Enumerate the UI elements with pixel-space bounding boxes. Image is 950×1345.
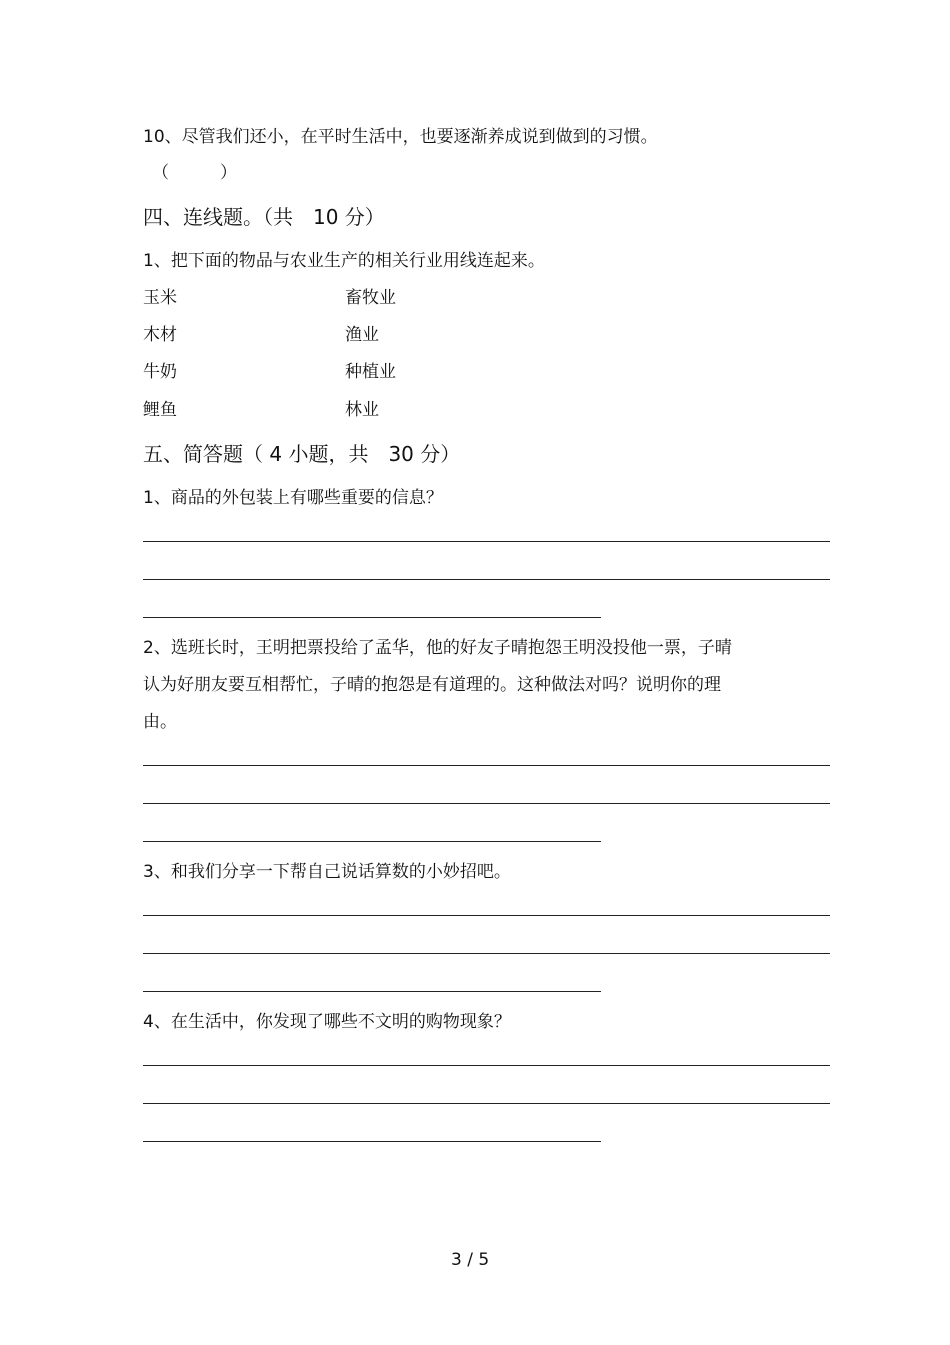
answer-line	[143, 1065, 830, 1066]
match-left-item: 鲤鱼	[143, 400, 177, 420]
answer-line	[143, 841, 601, 842]
answer-line	[143, 1141, 601, 1142]
answer-line	[143, 991, 601, 992]
match-right-item: 种植业	[345, 362, 396, 382]
match-right-item: 畜牧业	[345, 288, 396, 308]
match-right-item: 林业	[345, 400, 379, 420]
answer-line	[143, 915, 830, 916]
section-4-question-1: 1、把下面的物品与农业生产的相关行业用线连起来。	[143, 251, 545, 271]
answer-blank-parentheses: （ ）	[152, 163, 237, 183]
match-right-item: 渔业	[345, 325, 379, 345]
answer-line	[143, 765, 830, 766]
answer-line	[143, 803, 830, 804]
match-left-item: 牛奶	[143, 362, 177, 382]
section-5-title: 五、简答题（ 4 小题，共 30 分）	[143, 442, 461, 466]
section-5-question-2-line-2: 认为好朋友要互相帮忙，子晴的抱怨是有道理的。这种做法对吗？说明你的理	[143, 675, 721, 695]
match-left-item: 木材	[143, 325, 177, 345]
section-4-title: 四、连线题。（共 10 分）	[143, 205, 385, 229]
answer-line	[143, 953, 830, 954]
answer-line	[143, 1103, 830, 1104]
answer-line	[143, 541, 830, 542]
match-left-item: 玉米	[143, 288, 177, 308]
section-5-question-4: 4、在生活中，你发现了哪些不文明的购物现象？	[143, 1012, 511, 1032]
section-5-question-2-line-1: 2、选班长时，王明把票投给了孟华，他的好友子晴抱怨王明没投他一票，子晴	[143, 638, 732, 658]
answer-line	[143, 617, 601, 618]
section-5-question-2-line-3: 由。	[143, 712, 177, 732]
page-number: 3 / 5	[451, 1250, 490, 1270]
answer-line	[143, 579, 830, 580]
section-5-question-1: 1、商品的外包装上有哪些重要的信息？	[143, 488, 443, 508]
question-10-text: 10、尽管我们还小，在平时生活中，也要逐渐养成说到做到的习惯。	[143, 127, 658, 147]
section-5-question-3: 3、和我们分享一下帮自己说话算数的小妙招吧。	[143, 862, 511, 882]
